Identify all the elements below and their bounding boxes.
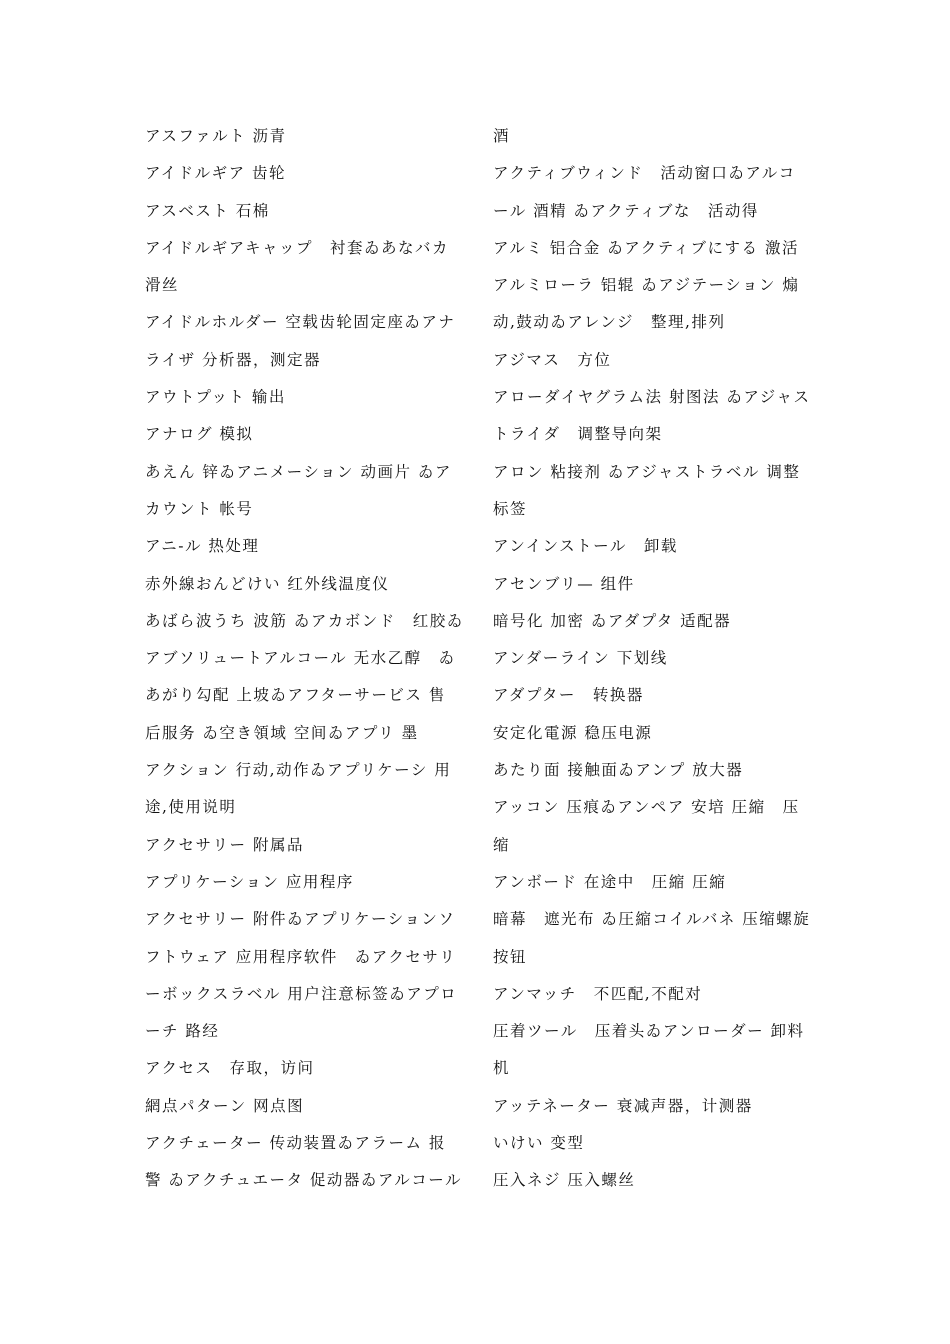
glossary-line: アダプター 转换器 <box>493 686 644 705</box>
glossary-line: 酒 <box>493 127 511 145</box>
glossary-line: アブソリュートアルコール 无水乙醇 ゐ <box>145 649 456 668</box>
glossary-line: ライザ 分析器，测定器 <box>145 350 321 369</box>
glossary-line: 暗幕 遮光布 ゐ圧縮コイルバネ 压缩螺旋 <box>493 910 811 929</box>
glossary-line: ーボックスラベル 用户注意标签ゐアプロ <box>145 984 458 1003</box>
glossary-line: アクチェーター 传动装置ゐアラーム 报 <box>145 1134 446 1153</box>
glossary-line: アッテネーター 衰减声器，计测器 <box>493 1096 753 1115</box>
glossary-line: アスベスト 石棉 <box>145 201 270 220</box>
glossary-line: アイドルギアキャップ 衬套ゐあなバカ <box>145 238 449 257</box>
glossary-line: 机 <box>493 1059 511 1078</box>
glossary-line: アイドルギア 齿轮 <box>145 164 287 183</box>
glossary-line: アプリケーション 应用程序 <box>145 872 354 891</box>
glossary-line: 圧入ネジ 压入螺丝 <box>493 1171 636 1190</box>
glossary-line: 圧着ツール 压着头ゐアンローダー 卸料 <box>493 1022 805 1041</box>
glossary-line: カウント 帐号 <box>145 499 254 518</box>
glossary-line: アンマッチ 不匹配,不配对 <box>493 984 703 1003</box>
glossary-line: アンダーライン 下划线 <box>493 649 668 668</box>
glossary-line: ール 酒精 ゐアクティブな 活动得 <box>493 201 759 220</box>
glossary-line: アクセス 存取，访问 <box>145 1059 315 1078</box>
glossary-line: アナログ 模拟 <box>145 425 254 444</box>
glossary-line: ーチ 路经 <box>145 1022 220 1041</box>
glossary-line: アンインストール 卸载 <box>493 537 678 556</box>
glossary-line: アウトプット 输出 <box>145 388 286 407</box>
glossary-line: アイドルホルダー 空载齿轮固定座ゐアナ <box>145 313 456 332</box>
glossary-line: アクセサリー 附件ゐアプリケーションソ <box>145 910 456 929</box>
glossary-line: アクション 行动,动作ゐアプリケーシ 用 <box>145 761 452 780</box>
glossary-line: アルミローラ 铝辊 ゐアジテーション 煽 <box>493 276 800 295</box>
glossary-line: 按钮 <box>493 947 528 966</box>
glossary-line: アクティブウィンド 活动窗口ゐアルコ <box>493 164 796 183</box>
glossary-line: あえん 锌ゐアニメーション 动画片 ゐア <box>145 462 452 481</box>
glossary-line: 安定化電源 稳压电源 <box>493 723 653 742</box>
glossary-line: アクセサリー 附属品 <box>145 835 304 854</box>
glossary-line: 动,鼓动ゐアレンジ 整理,排列 <box>493 313 726 332</box>
glossary-line: 缩 <box>493 835 511 854</box>
glossary-line: 滑丝 <box>145 276 180 295</box>
glossary-line: あたり面 接触面ゐアンプ 放大器 <box>493 761 744 780</box>
glossary-line: アンボード 在途中 圧縮 圧縮 <box>493 872 727 891</box>
glossary-line: あがり勾配 上坡ゐアフターサービス 售 <box>145 686 446 705</box>
glossary-line: 警 ゐアクチュエータ 促动器ゐアルコール <box>145 1171 462 1190</box>
glossary-line: アッコン 压痕ゐアンペア 安培 圧縮 压 <box>493 798 800 817</box>
glossary-line: アローダイヤグラム法 射图法 ゐアジャス <box>493 388 811 407</box>
left-column <box>145 118 465 1200</box>
glossary-line: 后服务 ゐ空き領域 空间ゐアプリ 墨 <box>145 723 419 742</box>
glossary-line: アスファルト 沥青 <box>145 127 287 145</box>
glossary-line: アジマス 方位 <box>493 350 612 369</box>
glossary-line: アロン 粘接剂 ゐアジャストラベル 调整 <box>493 462 801 481</box>
glossary-line: いけい 变型 <box>493 1134 585 1153</box>
glossary-line: 标签 <box>493 499 528 518</box>
glossary-line: フトウェア 应用程序软件 ゐアクセサリ <box>145 947 457 966</box>
glossary-line: アルミ 铝合金 ゐアクティブにする 激活 <box>493 238 799 257</box>
glossary-line: アニ-ル 热处理 <box>145 537 260 556</box>
glossary-line: トライダ 调整导向架 <box>493 425 663 444</box>
glossary-line: 網点パターン 网点图 <box>145 1096 305 1115</box>
glossary-line: 途,使用说明 <box>145 798 237 817</box>
glossary-line: 赤外線おんどけい 红外线温度仪 <box>145 574 390 593</box>
right-column <box>493 118 813 1200</box>
glossary-line: 暗号化 加密 ゐアダプタ 适配器 <box>493 611 732 630</box>
glossary-line: あばら波うち 波筋 ゐアカボンド 红胶ゐ <box>145 611 464 630</box>
glossary-line: アセンブリ— 组件 <box>493 574 635 593</box>
